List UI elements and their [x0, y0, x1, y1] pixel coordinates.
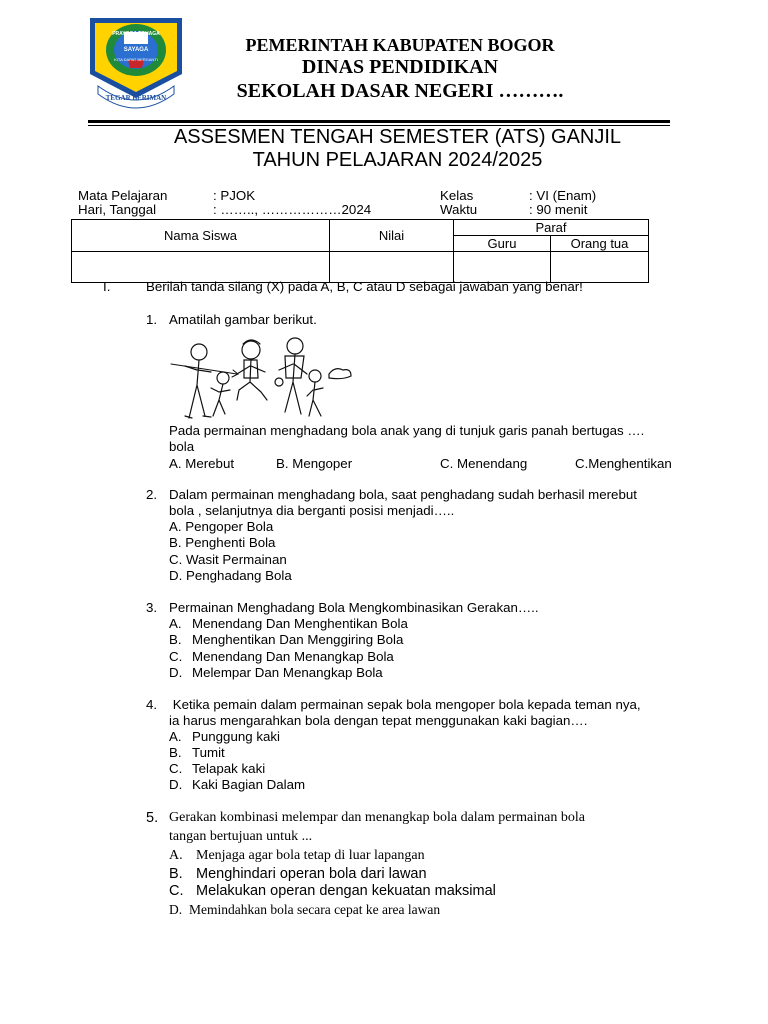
- q4-option-a-letter: A.: [169, 729, 182, 744]
- score-cell[interactable]: [330, 252, 454, 283]
- q4-option-d[interactable]: Kaki Bagian Dalam: [192, 777, 306, 792]
- score-header: Nilai: [330, 220, 454, 252]
- q3-option-b-letter: B.: [169, 632, 182, 647]
- q4-option-d-letter: D.: [169, 777, 183, 792]
- q3-text: Permainan Menghadang Bola Mengkombinasikan Gerakan…..: [169, 600, 539, 615]
- q5-option-b-letter: B.: [169, 866, 183, 882]
- q5-option-a-letter: A.: [169, 848, 183, 863]
- q2-number: 2.: [146, 487, 158, 502]
- q5-option-a[interactable]: Menjaga agar bola tetap di luar lapangan: [196, 848, 425, 863]
- header-school: SEKOLAH DASAR NEGERI ……….: [236, 80, 564, 102]
- q1-text: Amatilah gambar berikut.: [169, 312, 317, 327]
- q4-number: 4.: [146, 697, 158, 712]
- q1-prompt-cont: bola: [169, 439, 195, 454]
- date-value: : …….., ………………2024: [213, 202, 372, 217]
- q4-option-b[interactable]: Tumit: [192, 745, 225, 760]
- subject-label: Mata Pelajaran: [78, 188, 168, 203]
- time-value: : 90 menit: [529, 202, 588, 217]
- teacher-header: Guru: [454, 236, 551, 252]
- q3-option-b[interactable]: Menghentikan Dan Menggiring Bola: [192, 632, 404, 647]
- q3-option-a-letter: A.: [169, 616, 182, 631]
- logo-motto: TEGAR BERIMAN: [105, 94, 167, 102]
- q1-illustration: [167, 330, 357, 425]
- q5-option-c-letter: C.: [169, 883, 184, 899]
- q3-option-d-letter: D.: [169, 665, 183, 680]
- teacher-sign-cell[interactable]: [454, 252, 551, 283]
- sign-header: Paraf: [454, 220, 649, 236]
- time-label: Waktu: [440, 202, 478, 217]
- q3-option-d[interactable]: Melempar Dan Menangkap Bola: [192, 665, 383, 680]
- q1-option-b[interactable]: B. Mengoper: [276, 456, 353, 471]
- q5-option-c[interactable]: Melakukan operan dengan kekuatan maksimal: [196, 883, 496, 899]
- instruction-text: Berilah tanda silang (X) pada A, B, C atau D sebagai jawaban yang benar!: [146, 279, 583, 294]
- q4-text-line1: Ketika pemain dalam permainan sepak bola mengoper bola kepada teman nya,: [169, 697, 641, 712]
- q5-option-d[interactable]: Memindahkan bola secara cepat ke area lawan: [189, 902, 441, 917]
- school-logo: [86, 12, 186, 114]
- q5-option-d-letter: D.: [169, 902, 183, 917]
- q2-option-a[interactable]: A. Pengoper Bola: [169, 519, 274, 534]
- instruction-number: I.: [103, 279, 111, 294]
- exam-year: TAHUN PELAJARAN 2024/2025: [252, 149, 543, 171]
- q4-option-c[interactable]: Telapak kaki: [192, 761, 266, 776]
- q1-number: 1.: [146, 312, 158, 327]
- q5-text-line1: Gerakan kombinasi melempar dan menangkap bola dalam permainan bola: [169, 810, 585, 825]
- parent-sign-cell[interactable]: [551, 252, 649, 283]
- q2-option-c[interactable]: C. Wasit Permainan: [169, 552, 287, 567]
- q1-prompt: Pada permainan menghadang bola anak yang di tunjuk garis panah bertugas ….: [169, 423, 645, 438]
- q2-option-b[interactable]: B. Penghenti Bola: [169, 535, 276, 550]
- date-label: Hari, Tanggal: [78, 202, 157, 217]
- header-government: PEMERINTAH KABUPATEN BOGOR: [245, 35, 555, 55]
- score-table: [71, 219, 649, 283]
- q4-option-c-letter: C.: [169, 761, 183, 776]
- q4-option-b-letter: B.: [169, 745, 182, 760]
- q4-text-line2: ia harus mengarahkan bola dengan tepat menggunakan kaki bagian….: [169, 713, 588, 728]
- exam-title: ASSESMEN TENGAH SEMESTER (ATS) GANJIL: [173, 126, 622, 148]
- q3-option-a[interactable]: Menendang Dan Menghentikan Bola: [192, 616, 408, 631]
- header-divider: [88, 120, 670, 123]
- q4-option-a[interactable]: Punggung kaki: [192, 729, 280, 744]
- header-department: DINAS PENDIDIKAN: [301, 56, 499, 78]
- name-cell[interactable]: [72, 252, 330, 283]
- q5-number: 5.: [146, 810, 159, 826]
- q3-number: 3.: [146, 600, 158, 615]
- q5-text-line2: tangan bertujuan untuk ...: [169, 829, 313, 844]
- q1-option-a[interactable]: A. Merebut: [169, 456, 235, 471]
- q2-text-line1: Dalam permainan menghadang bola, saat penghadang sudah berhasil merebut: [169, 487, 637, 502]
- q3-option-c[interactable]: Menendang Dan Menangkap Bola: [192, 649, 394, 664]
- logo-ribbon-text: KITA DAPAT BERGANTI: [114, 57, 158, 62]
- q1-option-d[interactable]: C.Menghentikan: [575, 456, 672, 471]
- q2-option-d[interactable]: D. Penghadang Bola: [169, 568, 292, 583]
- parent-header: Orang tua: [551, 236, 649, 252]
- class-label: Kelas: [440, 188, 474, 203]
- logo-top-text: PRAYOGA TOHAGA: [112, 31, 160, 37]
- q5-option-b[interactable]: Menghindari operan bola dari lawan: [196, 866, 427, 882]
- q3-option-c-letter: C.: [169, 649, 183, 664]
- class-value: : VI (Enam): [529, 188, 597, 203]
- q1-option-c[interactable]: C. Menendang: [440, 456, 528, 471]
- name-header: Nama Siswa: [72, 220, 330, 252]
- subject-value: : PJOK: [213, 188, 256, 203]
- logo-mid-text: SAYAGA: [123, 47, 149, 53]
- q2-text-line2: bola , selanjutnya dia berganti posisi menjadi…..: [169, 503, 455, 518]
